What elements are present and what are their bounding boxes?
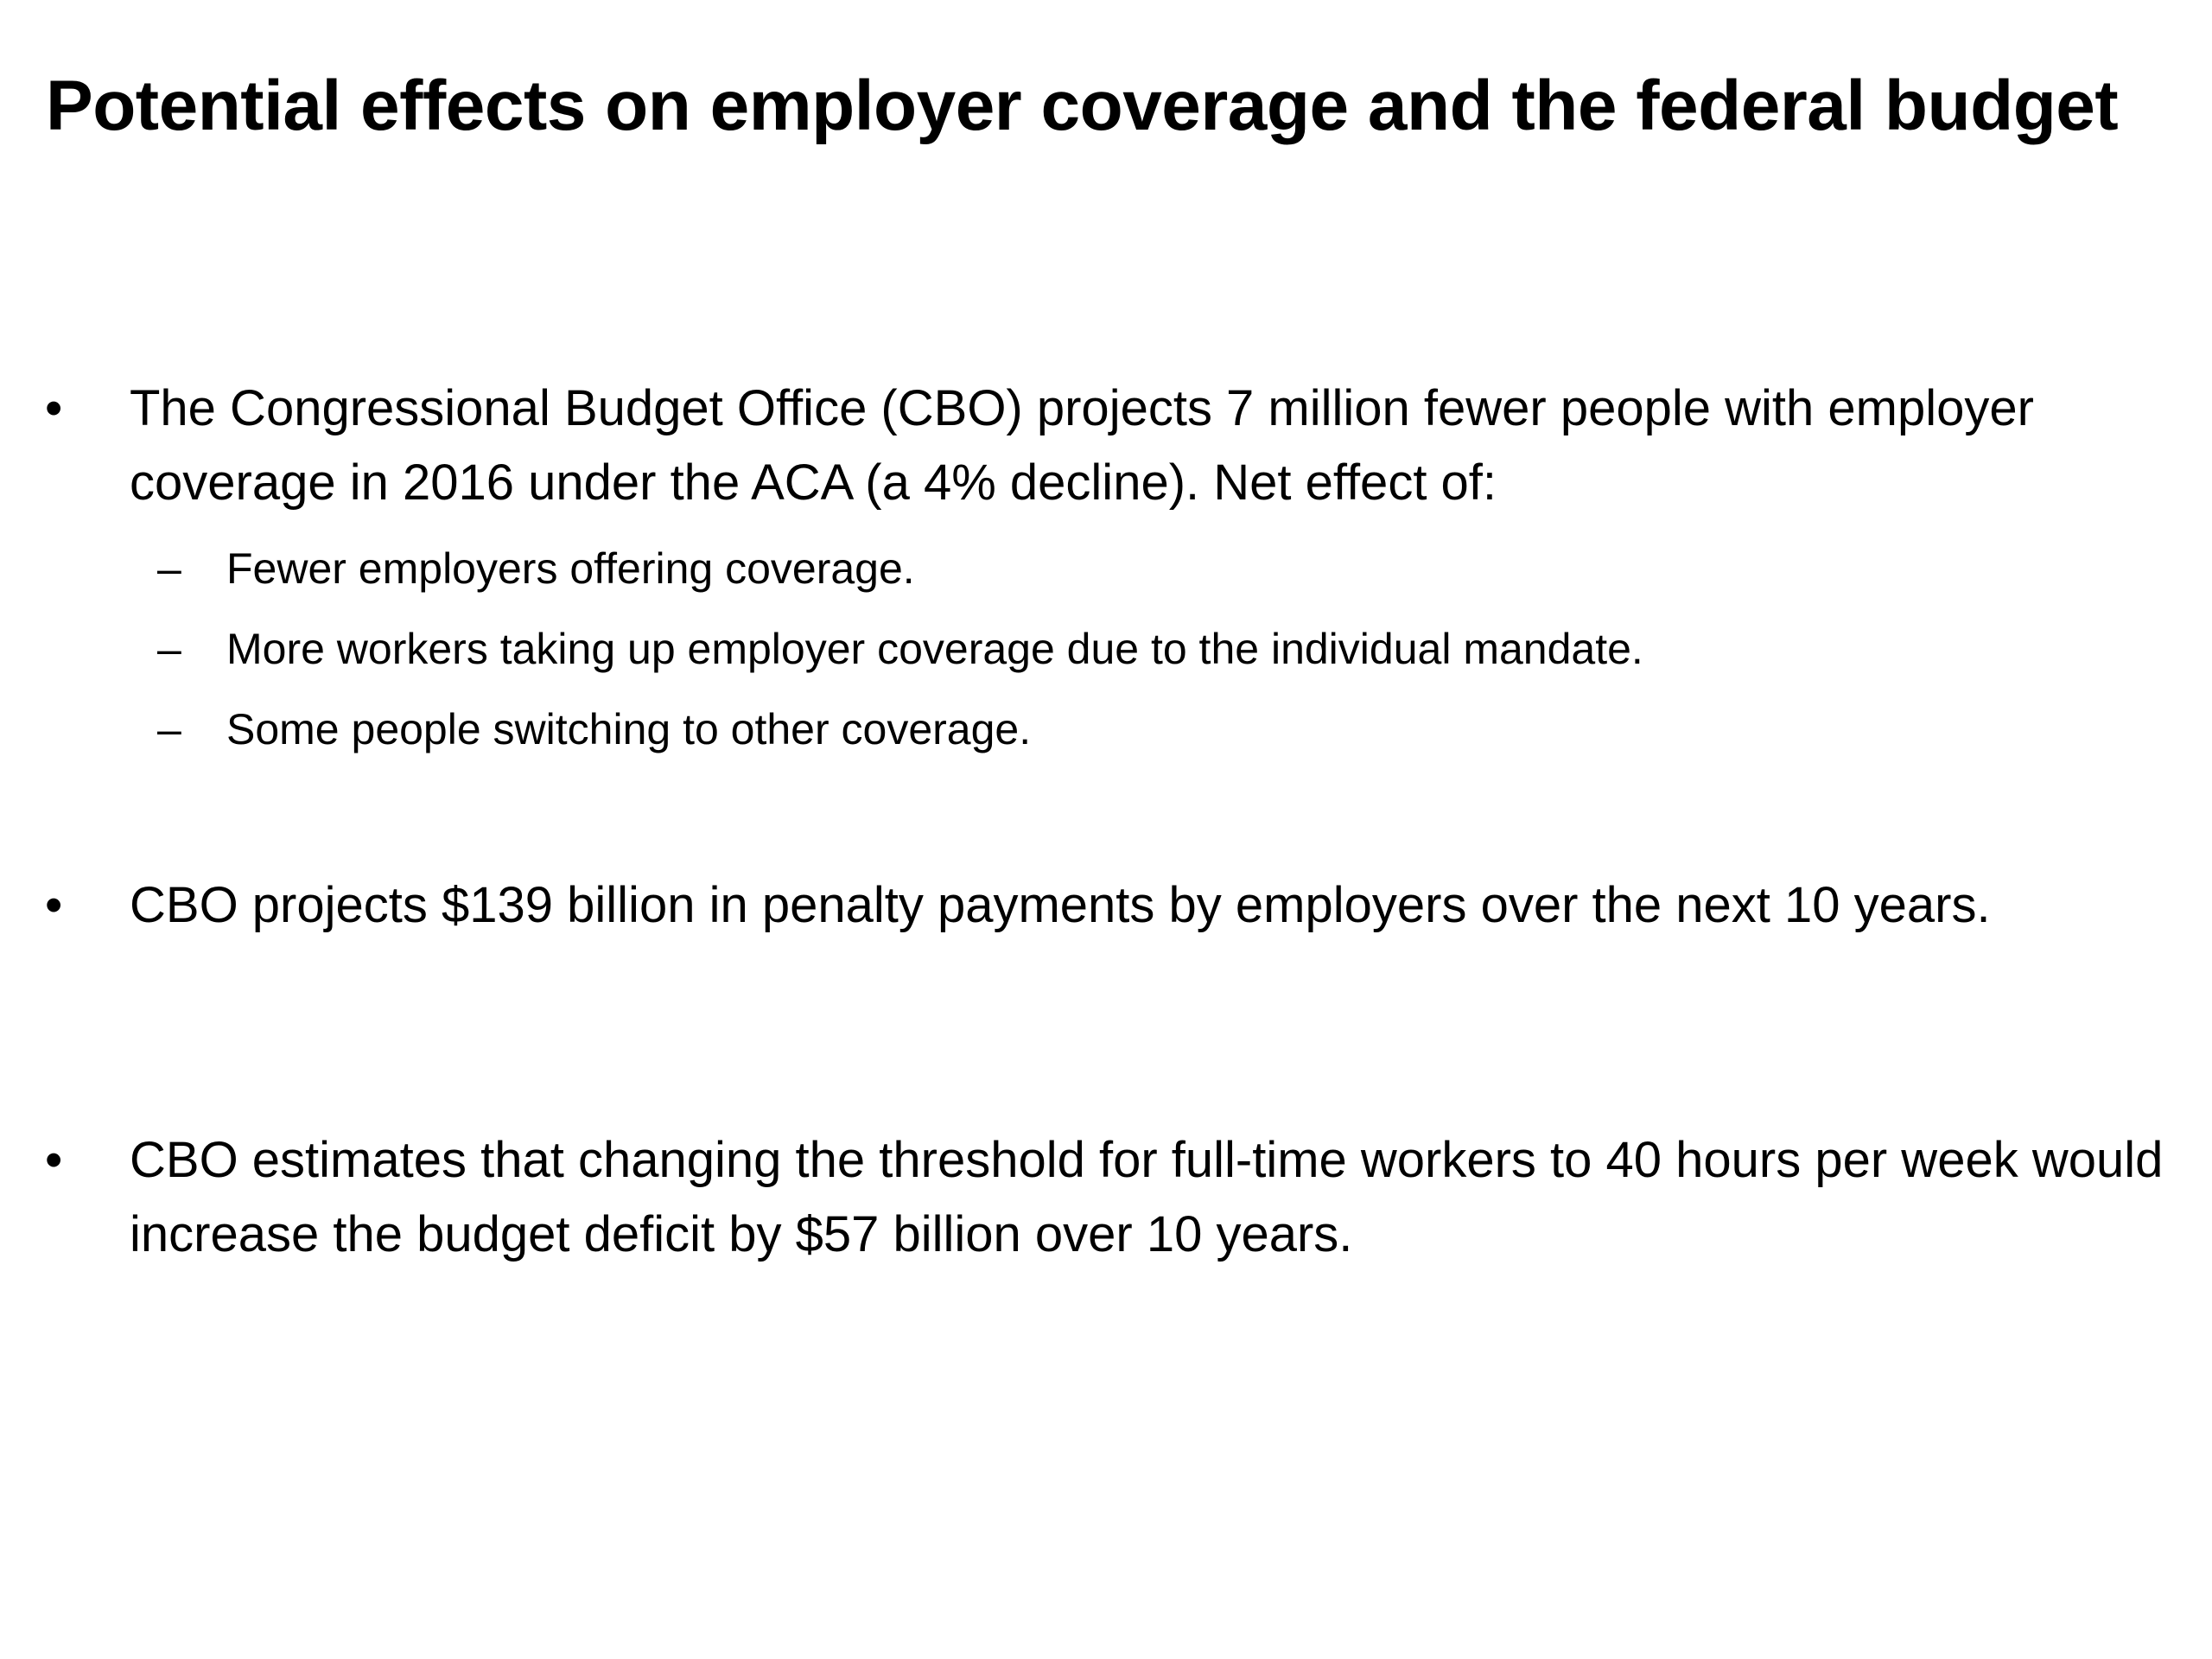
bullet-item-coverage-projection <box>0 372 2212 520</box>
sub-item-more-workers <box>0 609 2212 689</box>
sub-item-text: Some people switching to other coverage. <box>226 705 1032 753</box>
sub-item-fewer-employers <box>0 529 2212 608</box>
bullet-icon: • <box>45 1132 63 1188</box>
bullet-text: CBO estimates that changing the threshold for full-time workers to 40 hours per week would increase the budget deficit by $57 billion over 10 years. <box>130 1132 2164 1262</box>
bullet-text: The Congressional Budget Office (CBO) projects 7 million fewer people with employer coverage in 2016 under the ACA (a 4% decline). Net effect of: <box>130 380 2034 511</box>
bullet-text: CBO projects $139 billion in penalty payments by employers over the next 10 years. <box>130 877 1991 933</box>
bullet-icon: • <box>45 380 63 436</box>
slide-title: Potential effects on employer coverage and the federal budget <box>46 67 2119 145</box>
dash-icon: – <box>157 625 181 673</box>
sub-item-switching <box>0 690 2212 769</box>
bullet-item-deficit-estimate <box>0 1123 2212 1272</box>
sub-item-text: More workers taking up employer coverage due to the individual mandate. <box>226 625 1643 673</box>
bullet-icon: • <box>45 877 63 933</box>
sub-item-text: Fewer employers offering coverage. <box>226 544 915 593</box>
dash-icon: – <box>157 705 181 753</box>
bullet-item-penalty-payments <box>0 868 2212 1017</box>
dash-icon: – <box>157 544 181 593</box>
